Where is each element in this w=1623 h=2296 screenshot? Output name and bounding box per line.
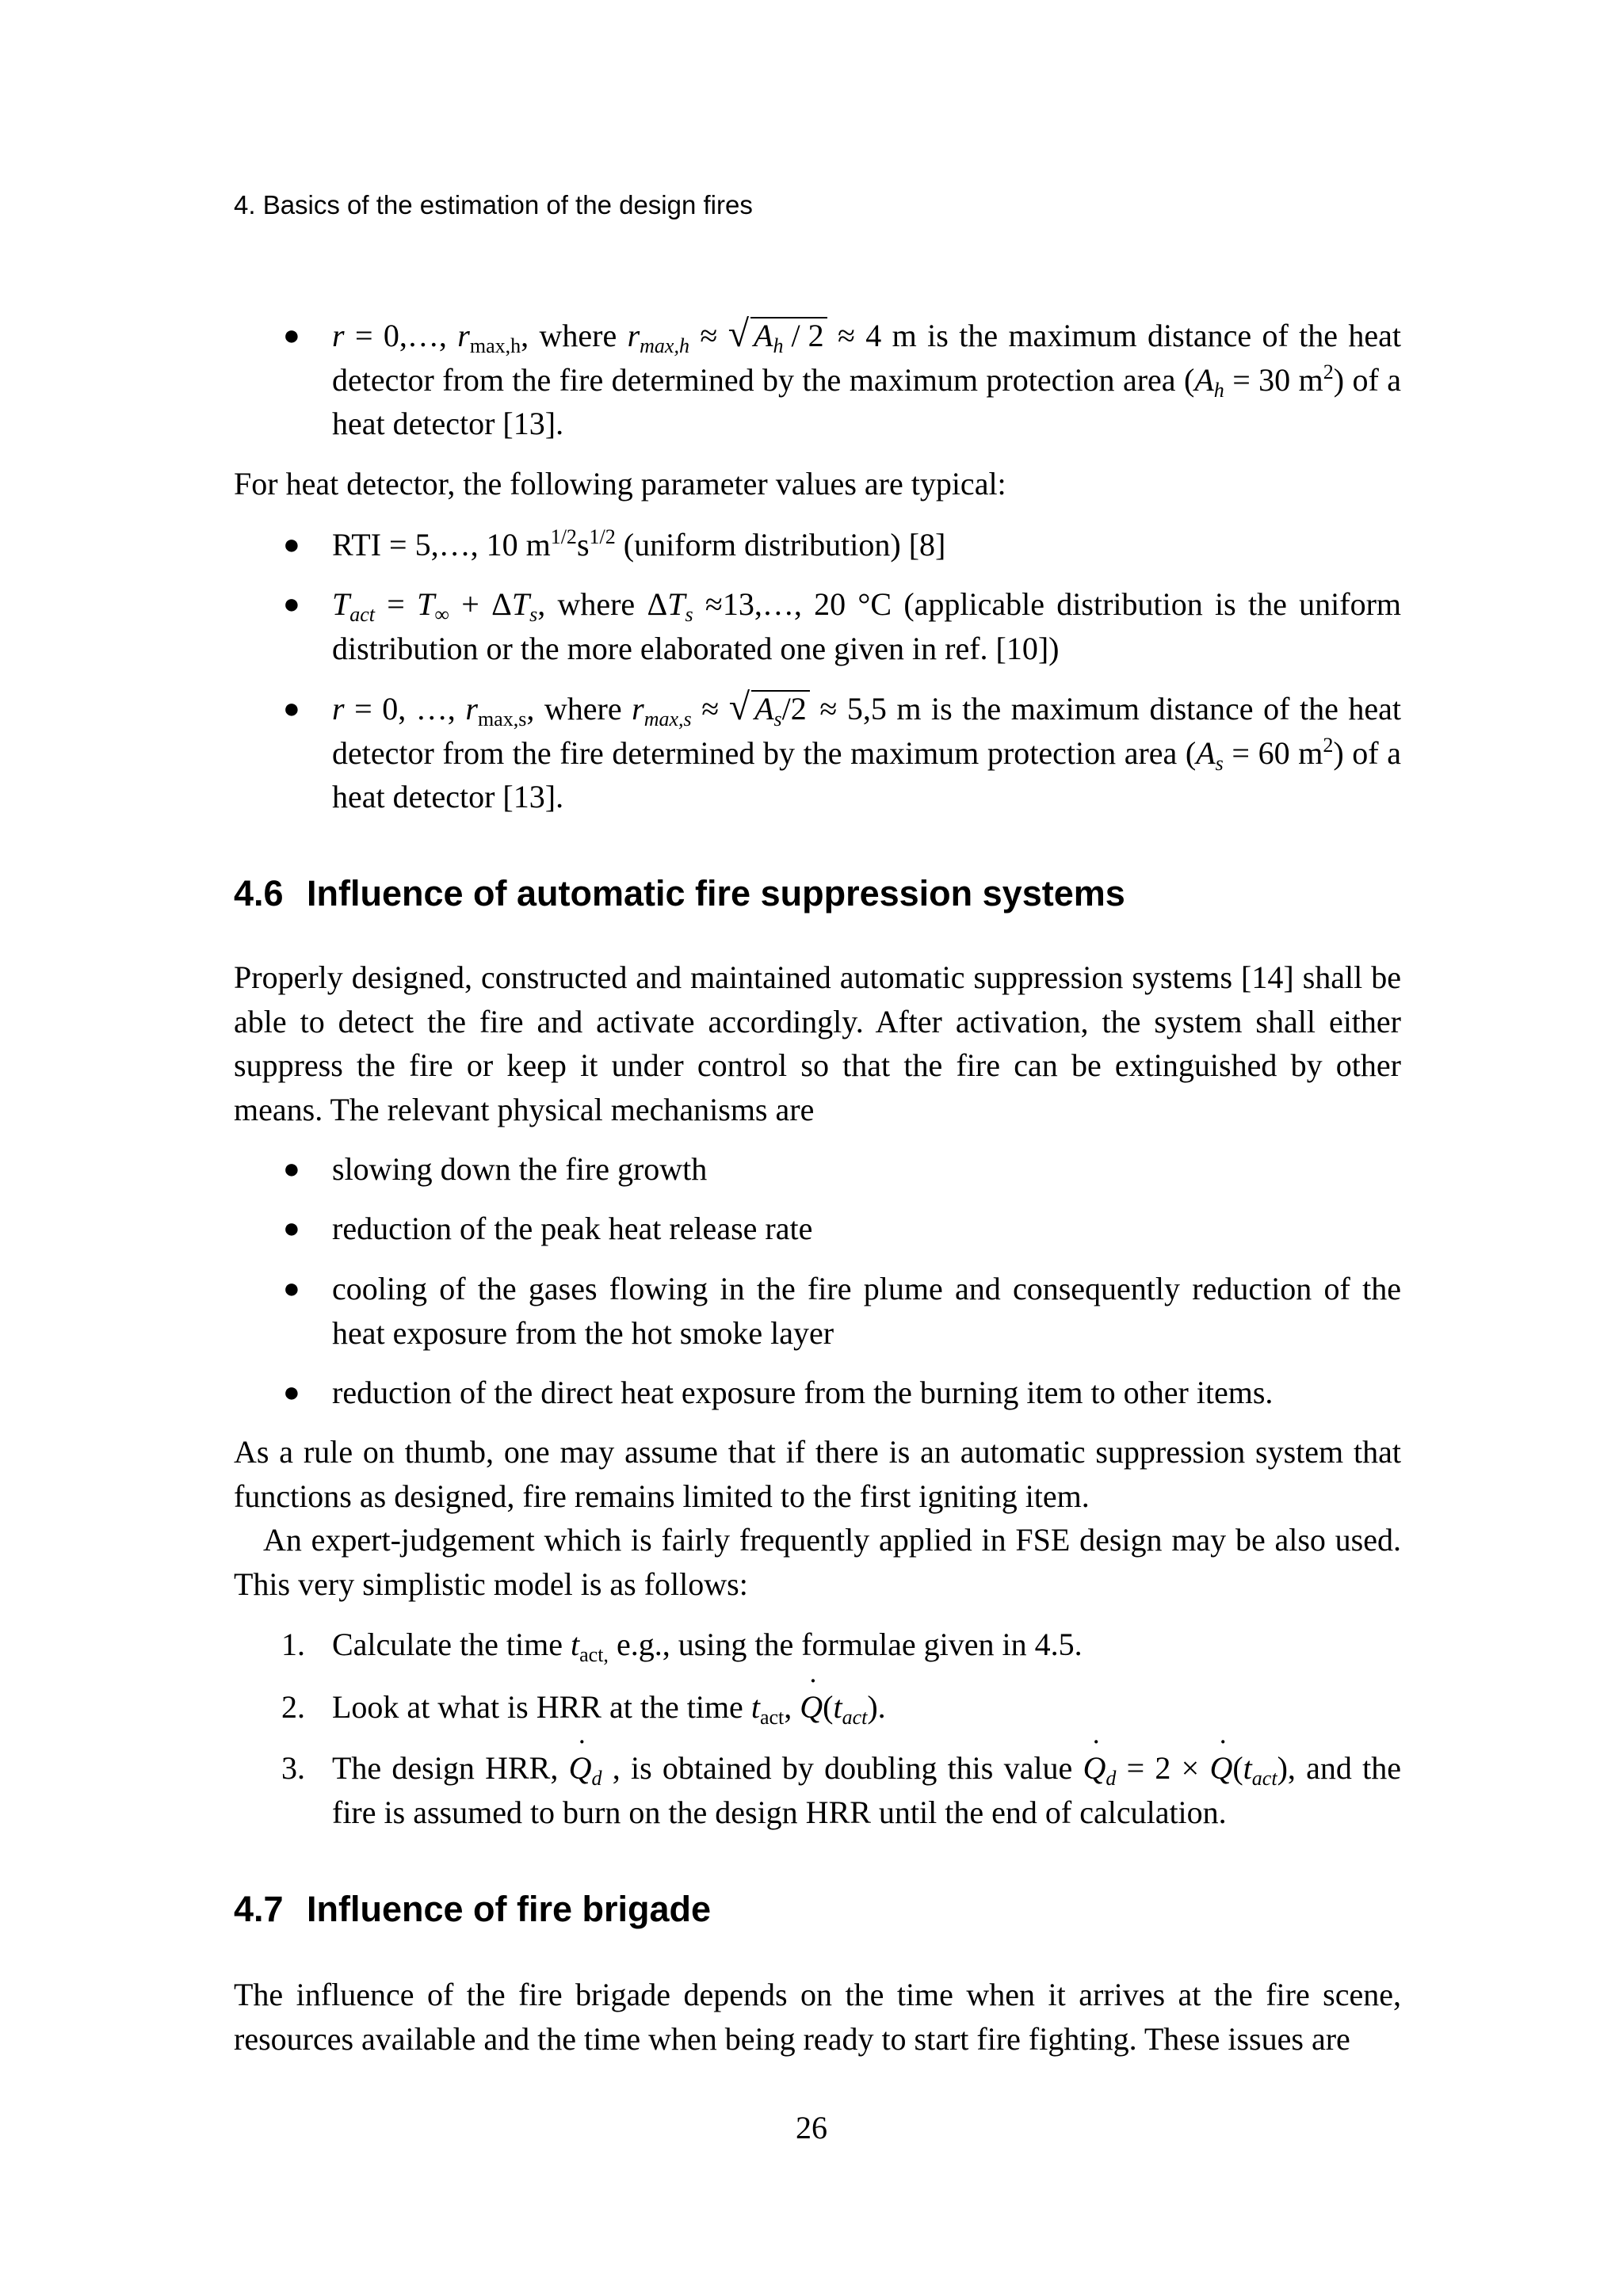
- paragraph: For heat detector, the following parameter values are typical:: [234, 466, 1006, 502]
- list-item: [234, 1207, 1401, 1251]
- list-item: [234, 687, 1401, 822]
- numbered-item: [234, 1623, 1401, 1667]
- list-item-text: cooling of the gases flowing in the fire plume and consequently reduction of the heat exposure from the hot smoke layer: [332, 1271, 1401, 1351]
- page-number: 26: [796, 2110, 827, 2145]
- bullet-icon: ●: [283, 319, 300, 351]
- bullet-icon: ●: [283, 528, 300, 560]
- sqrt-icon: √: [728, 686, 750, 728]
- numbered-item-text: Calculate the time $t_{act,}$ e.g., using the formulae given in 4.5.: [332, 1627, 1083, 1666]
- list-item: [234, 1267, 1401, 1356]
- list-item-text: $T_{act} = T_\infty + \Delta T_s$, where $\Delta T_s$ ≈13,…, 20 °C (applicable distribution is the uniform distribution or the more elaborated one given in ref. [10]): [332, 586, 1402, 666]
- section-heading: 4.6 Influence of automatic fire suppression systems: [234, 873, 1125, 913]
- sqrt-argument: $A_s/2$: [751, 690, 810, 727]
- list-item-text: RTI = 5,…, 10 $m^{1/2}s^{1/2}$ (uniform distribution) [8]: [332, 525, 946, 563]
- bullet-icon: ●: [283, 1212, 300, 1244]
- list-item: [234, 314, 1401, 448]
- bullet-icon: ●: [283, 588, 300, 620]
- paragraph: Properly designed, constructed and maintained automatic suppression systems [14] shall be able to detect the fire and activate accordingly. After activation, the system shall either suppress the fire or keep it under control so that the fire can be extinguished by other means. The relevant physical mechanisms are: [234, 959, 1401, 1127]
- paragraph: As a rule on thumb, one may assume that if there is an automatic suppression system that functions as designed, fire remains limited to the first igniting item.: [234, 1434, 1401, 1514]
- list-item-text: reduction of the direct heat exposure from the burning item to other items.: [332, 1375, 1274, 1410]
- list-item-text: reduction of the peak heat release rate: [332, 1211, 813, 1246]
- bullet-icon: ●: [283, 1376, 300, 1408]
- list-item-text: r = 0, …, $r_{max,s}$, where $r_{max,s}$ ≈ √ $A_s/2 \approx 5,5$ m is the maximum distance of the heat detector from the fire determined by the maximum protection area ($A_s = 60$ $m^2$) of a heat detector [13].: [332, 686, 1401, 814]
- numbered-item-text: The design HRR, ˙ $Q_d$ , is obtained by doubling this value ˙ $Q_d = 2$ × ˙ $Q(t_{act})$, and the fire is assumed to burn on the design HRR until the end of calculation.: [332, 1746, 1401, 1834]
- paragraph: An expert-judgement which is fairly frequently applied in FSE design may be also used. This very simplistic model is as follows:: [234, 1522, 1401, 1602]
- sqrt-argument: $A_h / 2$: [750, 317, 827, 353]
- list-item-text: slowing down the fire growth: [332, 1151, 708, 1187]
- numbered-item-text: Look at what is HRR at the time $t_{act}$, ˙ $Q(t_{act})$.: [332, 1685, 1401, 1730]
- bullet-icon: ●: [283, 692, 300, 724]
- numbered-item: [234, 1746, 1401, 1835]
- list-item: [234, 523, 1401, 567]
- list-item: [234, 1371, 1401, 1415]
- list-item-text: r = 0,…, $r_{max,h}$, where $r_{max,h}$ ≈ √ $A_h / 2 \approx 4$ m is the maximum distance of the heat detector from the fire determined by the maximum protection area ($A_h = 30$ $m^2$) of a heat detector [13].: [332, 313, 1402, 441]
- item-number: 3.: [281, 1750, 305, 1786]
- section-heading: 4.7 Influence of fire brigade: [234, 1889, 712, 1929]
- list-item: [234, 1147, 1401, 1192]
- item-number: 1.: [281, 1627, 305, 1662]
- bullet-icon: ●: [283, 1153, 300, 1184]
- paragraph: The influence of the fire brigade depends on the time when it arrives at the fire scene, resources available and the time when being ready to start fire fighting. These issues are: [234, 1977, 1401, 2057]
- running-head: 4. Basics of the estimation of the design fires: [234, 190, 753, 219]
- bullet-icon: ●: [283, 1272, 300, 1304]
- list-item: [234, 582, 1401, 671]
- sqrt-icon: √: [727, 313, 750, 355]
- item-number: 2.: [281, 1689, 305, 1725]
- numbered-item: [234, 1685, 1401, 1730]
